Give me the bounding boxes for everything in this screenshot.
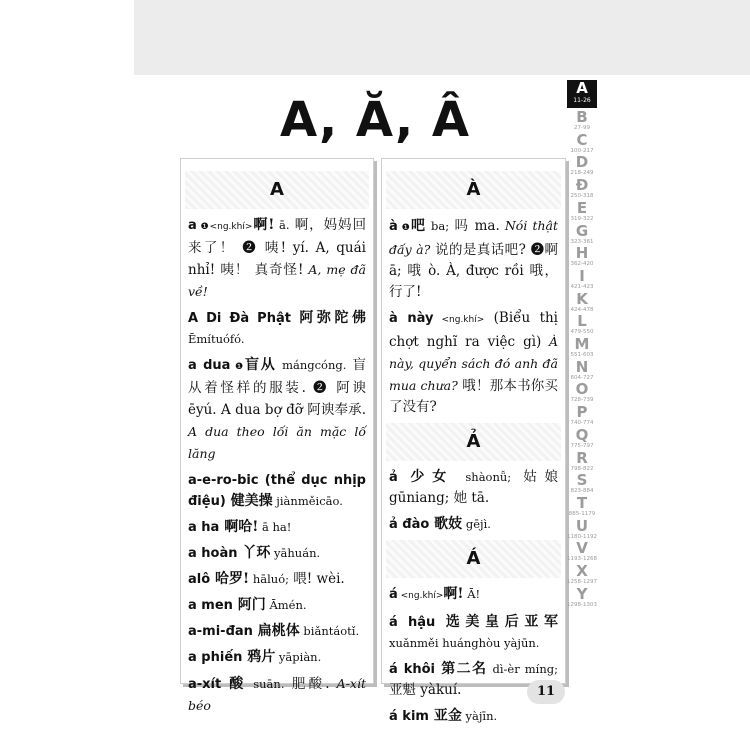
tab-active-letter[interactable] xyxy=(567,80,597,108)
pinyin: yāpiàn. xyxy=(275,650,322,664)
top-band xyxy=(134,0,750,75)
tab-letter-12[interactable] xyxy=(567,382,597,404)
tab-letter-3[interactable] xyxy=(567,178,597,200)
dictionary-entry xyxy=(188,595,366,616)
grammar-tag: ❶<ng.khí> xyxy=(196,222,253,232)
pinyin: ā ha! xyxy=(258,520,292,534)
dictionary-entry xyxy=(188,517,366,538)
tab-letter-1[interactable] xyxy=(567,130,597,155)
tab-letter: Y xyxy=(576,584,588,603)
chinese-text: 选美皇后亚军 xyxy=(435,614,558,630)
pinyin: jiànměicāo. xyxy=(272,494,343,508)
section-header: Á xyxy=(386,540,561,578)
tab-letter: K xyxy=(576,289,588,308)
pinyin: Ēmítuófó. xyxy=(188,332,245,346)
tab-letter: X xyxy=(576,562,588,580)
example-text: A, mẹ đã về! xyxy=(188,262,366,299)
tab-range: 604-727 xyxy=(570,374,594,381)
pinyin: gējì. xyxy=(462,517,491,531)
tab-letter: M xyxy=(574,335,590,353)
tab-letter: D xyxy=(575,153,589,172)
dictionary-entry xyxy=(389,308,558,418)
tab-range: 323-361 xyxy=(570,238,594,245)
entry-text: 肥酸. xyxy=(284,676,330,692)
chinese-text: 哈罗! xyxy=(210,571,250,587)
tab-range: 11-26 xyxy=(573,97,591,104)
pinyin: hāluó; xyxy=(249,572,290,586)
left-column xyxy=(180,158,374,713)
pinyin: yāhuán. xyxy=(270,546,321,560)
tab-letter-0[interactable] xyxy=(567,110,597,132)
dictionary-entry xyxy=(188,355,366,465)
headword: a hoàn xyxy=(188,546,238,561)
tab-range: 798-822 xyxy=(570,465,594,472)
dictionary-entry xyxy=(188,673,366,717)
tab-range: 885-1179 xyxy=(568,510,596,517)
headword: a men xyxy=(188,598,233,613)
tab-letter-9[interactable] xyxy=(567,314,597,336)
dictionary-entry xyxy=(389,215,558,303)
tab-letter: B xyxy=(576,108,588,126)
tab-letter: I xyxy=(579,266,585,285)
entry-text: 哦！那本书你买了没有? xyxy=(389,378,558,415)
tab-letter-2[interactable] xyxy=(567,155,597,177)
tab-letter: Q xyxy=(575,425,589,444)
tab-range: 27-99 xyxy=(574,125,590,131)
pinyin: shàonǚ; xyxy=(453,470,512,484)
headword: a-mi-đan xyxy=(188,624,253,639)
chinese-text: 第二名 xyxy=(434,661,488,677)
example-text: A-xít béo xyxy=(188,676,367,713)
chinese-text: 扁桃体 xyxy=(252,623,300,639)
headword: a-xít xyxy=(188,677,222,692)
pinyin: ā. xyxy=(274,218,290,232)
tab-range: 740-774 xyxy=(570,420,594,427)
headword: ả đào xyxy=(389,517,430,532)
headword: a dua xyxy=(188,358,231,373)
pinyin: Ā! xyxy=(463,587,481,601)
chinese-text: 鸦片 xyxy=(242,649,276,665)
dictionary-entry xyxy=(389,584,558,607)
tab-letter: O xyxy=(575,380,589,399)
dictionary-entry xyxy=(188,647,366,668)
pinyin: suān. xyxy=(246,677,285,691)
tab-range: 728-739 xyxy=(570,397,594,404)
pinyin: biǎntáotǐ. xyxy=(299,624,360,638)
tab-letter: T xyxy=(576,493,588,512)
headword: A Di Đà Phật xyxy=(188,311,291,326)
tab-letter-19[interactable] xyxy=(567,541,597,563)
tab-letter: S xyxy=(576,471,588,490)
chinese-text: 健美操 xyxy=(225,493,273,509)
chinese-text: 啊哈! xyxy=(219,519,259,535)
tab-letter: C xyxy=(576,130,588,149)
chinese-text: 亚金 xyxy=(428,708,462,724)
dictionary-entry xyxy=(188,215,366,303)
tab-range: 100-217 xyxy=(570,147,594,154)
tab-letter: H xyxy=(575,244,589,263)
chinese-text: 啊! xyxy=(252,217,275,233)
tab-letter-8[interactable] xyxy=(567,289,597,314)
entry-text: 盲从着怪样的服装. ❷ 阿谀 ēyú. A dua bợ đỡ 阿谀奉承. xyxy=(188,357,366,418)
tab-letter-18[interactable] xyxy=(567,516,597,541)
headword: a phiến xyxy=(188,650,243,665)
section-header: Ả xyxy=(386,423,561,461)
tab-letter: V xyxy=(576,539,588,558)
tab-letter: L xyxy=(577,312,587,331)
example-text: À này, quyển sách đó anh đã mua chưa? xyxy=(389,334,558,393)
tab-letter: G xyxy=(575,221,589,240)
dictionary-entry xyxy=(389,612,558,654)
tab-range: 479-550 xyxy=(570,329,594,336)
tab-letter: R xyxy=(576,448,588,467)
entry-text: 说的是真话吧? ❷啊 ā; 哦 ò. À, được rồi 哦，行了! xyxy=(389,242,558,300)
chinese-text: 阿弥陀佛 xyxy=(290,310,366,326)
tab-range: 1180-1192 xyxy=(567,533,597,540)
chinese-text: 歌妓 xyxy=(429,516,463,532)
tab-letter-10[interactable] xyxy=(567,337,597,359)
page-number: 11 xyxy=(527,680,565,704)
dictionary-entry xyxy=(389,706,558,727)
grammar-tag: ❶ xyxy=(397,223,412,233)
tab-range: 250-318 xyxy=(570,193,594,200)
tab-letter-13[interactable] xyxy=(567,405,597,427)
headword: à xyxy=(389,219,398,234)
pinyin: ba; xyxy=(426,219,450,233)
tab-letter: N xyxy=(575,357,589,376)
tab-letter: U xyxy=(575,516,589,535)
tab-range: 775-797 xyxy=(570,442,594,449)
tab-letter-17[interactable] xyxy=(567,493,597,518)
tab-letter: A xyxy=(576,79,588,97)
entry-text: 喂! wèi. xyxy=(289,571,345,587)
tab-letter-14[interactable] xyxy=(567,425,597,450)
pinyin: Āmén. xyxy=(265,598,307,612)
tab-range: 362-420 xyxy=(570,261,594,268)
section-header: À xyxy=(386,171,561,209)
chinese-text: 啊! xyxy=(443,586,464,602)
tab-letter: Đ xyxy=(575,176,589,195)
pinyin: yàjīn. xyxy=(461,709,498,723)
tab-letter-5[interactable] xyxy=(567,221,597,246)
pinyin: dì-èr míng; xyxy=(487,662,559,676)
headword: á kim xyxy=(389,709,429,724)
dictionary-entry xyxy=(188,621,366,642)
entry-text: 姑娘 gūniang; 她 tā. xyxy=(389,469,558,506)
chinese-text: 酸 xyxy=(221,676,247,692)
tab-letter-7[interactable] xyxy=(567,266,597,291)
chinese-text: 丫环 xyxy=(237,545,271,561)
tab-letter-20[interactable] xyxy=(567,564,597,586)
tab-letter-16[interactable] xyxy=(567,473,597,495)
tab-letter-11[interactable] xyxy=(567,357,597,382)
tab-range: 319-322 xyxy=(570,215,594,222)
tab-range: 1298-1303 xyxy=(567,601,597,608)
headword: a ha xyxy=(188,520,220,535)
chinese-text: 盲从 xyxy=(244,357,277,373)
grammar-tag: <ng.khí> xyxy=(433,315,485,325)
tab-letter-4[interactable] xyxy=(567,198,597,223)
headword: alô xyxy=(188,572,211,587)
dictionary-entry xyxy=(188,569,366,590)
chinese-text: 少女 xyxy=(397,469,454,485)
dictionary-entry xyxy=(188,308,366,350)
example-text: A dua theo lối ăn mặc lố lăng xyxy=(188,424,366,461)
page-title: A, Ă, Â xyxy=(279,92,471,148)
tab-range: 823-884 xyxy=(570,488,594,495)
headword: à này xyxy=(389,311,434,326)
tab-range: 421-423 xyxy=(570,283,594,290)
tab-letter: E xyxy=(576,198,588,217)
dictionary-entry xyxy=(389,514,558,535)
tab-range: 218-249 xyxy=(570,170,594,177)
tab-range: 551-603 xyxy=(570,352,594,358)
tab-letter: P xyxy=(576,403,588,422)
chinese-text: 阿门 xyxy=(232,597,266,613)
headword: a xyxy=(188,218,197,233)
entry-text: 啊，妈妈回来了！ ❷ 咦! yí. A, quái nhỉ! 咦！ 真奇怪! xyxy=(188,217,366,278)
headword: a-e-ro-bic (thể dục nhịp điệu) xyxy=(188,473,366,509)
tab-range: 1258-1297 xyxy=(567,579,597,585)
headword: á hậu xyxy=(389,615,436,630)
pinyin: xuǎnměi huánghòu yàjūn. xyxy=(389,636,540,650)
tab-letter-6[interactable] xyxy=(567,246,597,268)
headword: á khôi xyxy=(389,662,435,677)
chinese-text: 吧 xyxy=(411,218,427,234)
tab-range: 424-478 xyxy=(570,306,594,313)
example-text: Nói thật đấy à? xyxy=(389,218,559,257)
entry-text: 亚魁 yàkuí. xyxy=(389,682,462,698)
entry-text: 吗 ma. xyxy=(449,218,500,234)
tab-range: 1193-1268 xyxy=(567,556,597,563)
section-header-a: A xyxy=(185,171,369,209)
headword: á xyxy=(389,587,398,602)
grammar-tag: ❶ xyxy=(230,362,245,372)
dictionary-entry xyxy=(188,470,366,512)
grammar-tag: <ng.khí> xyxy=(397,591,444,601)
left-entries xyxy=(188,215,366,717)
headword: ả xyxy=(389,470,398,485)
pinyin: mángcóng. xyxy=(276,358,347,372)
tab-letter-15[interactable] xyxy=(567,448,597,473)
dictionary-entry xyxy=(188,543,366,564)
tab-letter-21[interactable] xyxy=(567,584,597,609)
entry-text: (Biểu thị chợt nghĩ ra việc gì) xyxy=(389,310,559,350)
dictionary-entry xyxy=(389,467,558,509)
